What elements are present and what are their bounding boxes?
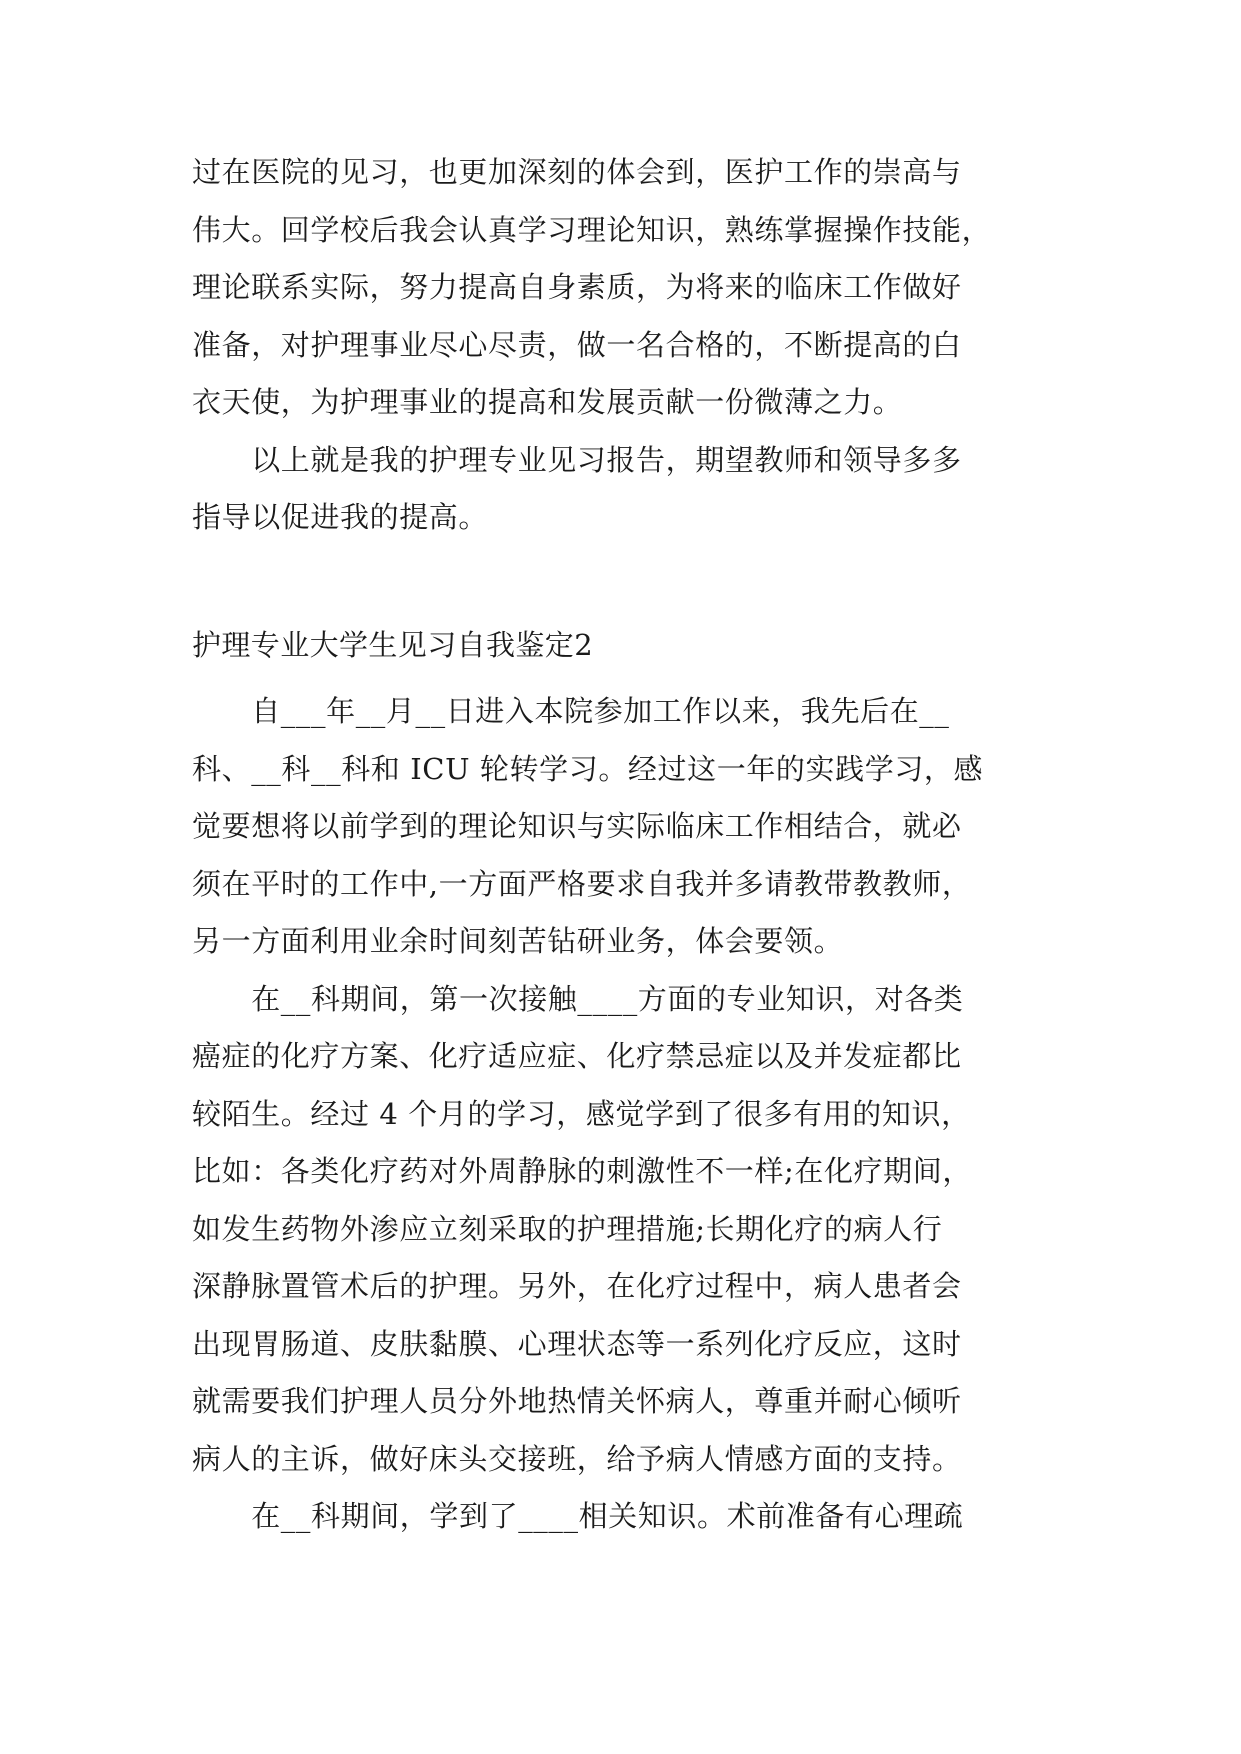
text-line: 觉要想将以前学到的理论知识与实际临床工作相结合，就必 bbox=[192, 809, 962, 843]
text-line: 另一方面利用业余时间刻苦钻研业务，体会要领。 bbox=[192, 924, 844, 958]
text-line: 以上就是我的护理专业见习报告，期望教师和领导多多 bbox=[192, 442, 962, 477]
text-line: 指导以促进我的提高。 bbox=[192, 500, 489, 534]
text-line: 出现胃肠道、皮肤黏膜、心理状态等一系列化疗反应，这时 bbox=[192, 1326, 962, 1361]
text-line: 就需要我们护理人员分外地热情关怀病人，尊重并耐心倾听 bbox=[192, 1384, 962, 1418]
text-line: 自___年__月__日进入本院参加工作以来，我先后在__ bbox=[192, 694, 950, 728]
text-line: 理论联系实际，努力提高自身素质，为将来的临床工作做好 bbox=[192, 270, 962, 304]
text-line: 比如：各类化疗药对外周静脉的刺激性不一样;在化疗期间， bbox=[192, 1154, 972, 1188]
text-line: 准备，对护理事业尽心尽责，做一名合格的，不断提高的白 bbox=[192, 327, 962, 362]
text-line: 衣天使，为护理事业的提高和发展贡献一份微薄之力。 bbox=[192, 385, 903, 419]
section-heading: 护理专业大学生见习自我鉴定2 bbox=[192, 628, 594, 662]
text-line: 较陌生。经过 4 个月的学习，感觉学到了很多有用的知识， bbox=[192, 1096, 971, 1131]
text-line: 深静脉置管术后的护理。另外，在化疗过程中，病人患者会 bbox=[192, 1269, 962, 1303]
text-line: 癌症的化疗方案、化疗适应症、化疗禁忌症以及并发症都比 bbox=[192, 1039, 962, 1073]
paragraph-block-2 bbox=[192, 683, 1052, 1546]
text-line: 在__科期间，学到了____相关知识。术前准备有心理疏 bbox=[192, 1499, 964, 1533]
text-line: 过在医院的见习，也更加深刻的体会到，医护工作的崇高与 bbox=[192, 155, 962, 189]
text-line: 在__科期间，第一次接触____方面的专业知识，对各类 bbox=[192, 981, 964, 1016]
text-line: 科、__科__科和 ICU 轮转学习。经过这一年的实践学习，感 bbox=[192, 751, 984, 786]
text-line: 须在平时的工作中,一方面严格要求自我并多请教带教教师， bbox=[192, 866, 972, 901]
text-line: 如发生药物外渗应立刻采取的护理措施;长期化疗的病人行 bbox=[192, 1211, 943, 1246]
paragraph-block-1 bbox=[192, 144, 1052, 547]
text-line: 伟大。回学校后我会认真学习理论知识，熟练掌握操作技能， bbox=[192, 212, 992, 247]
text-line: 病人的主诉，做好床头交接班，给予病人情感方面的支持。 bbox=[192, 1441, 962, 1476]
